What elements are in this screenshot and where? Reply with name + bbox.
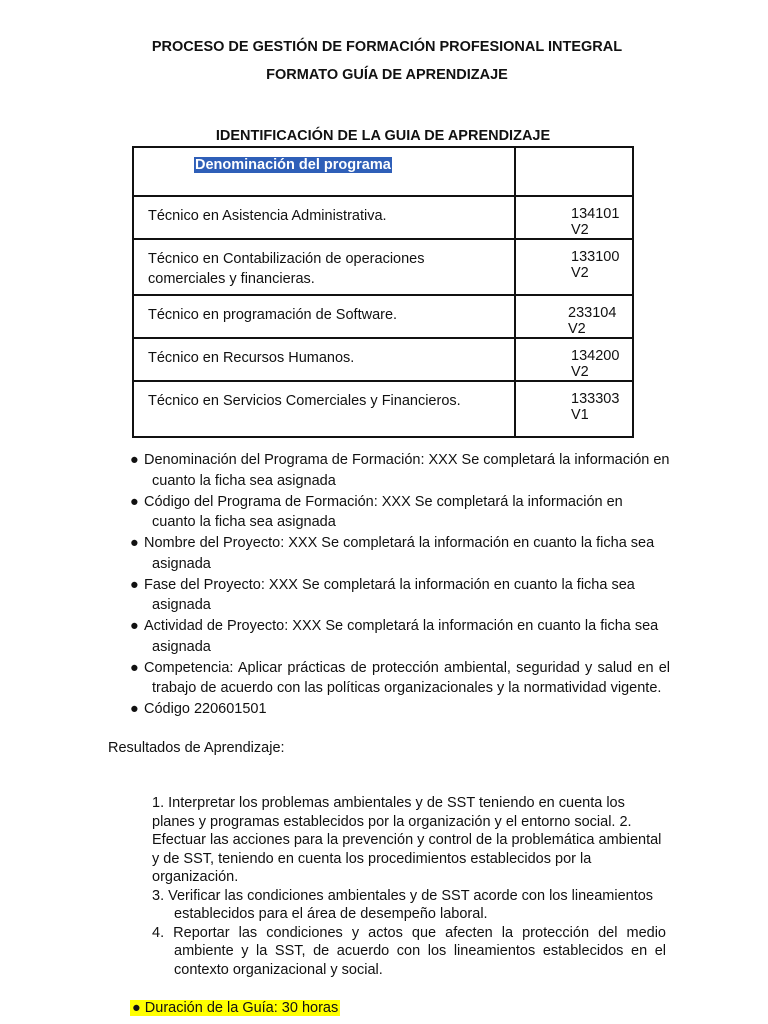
bullet-icon: ●: [130, 493, 139, 510]
program-name: Técnico en Servicios Comerciales y Financieros.: [133, 381, 515, 437]
learning-results: [152, 794, 666, 979]
program-name: Técnico en Recursos Humanos.: [133, 338, 515, 381]
item-project-name: Nombre del Proyecto: XXX Se completará la información en cuanto la ficha sea asignada: [144, 535, 655, 572]
bullet-icon: ●: [130, 618, 139, 634]
table-row: [133, 381, 633, 437]
section-title: IDENTIFICACIÓN DE LA GUIA DE APRENDIZAJE: [215, 128, 551, 144]
guide-duration: ● Duración de la Guía: 30 horas: [132, 1000, 339, 1016]
bullet-icon: ●: [130, 576, 139, 593]
result-4: 4. Reportar las condiciones y actos que afecten la protección del medio ambiente y la SST, de acuerdo con los lineamientos establecidos en el contexto organizacional y social.: [152, 924, 666, 978]
list-item: [130, 699, 670, 720]
item-project-activity: Actividad de Proyecto: XXX Se completará la información en cuanto la ficha sea asignada: [144, 618, 659, 655]
programs-table: [132, 146, 634, 438]
list-item: [130, 492, 670, 533]
document-title: PROCESO DE GESTIÓN DE FORMACIÓN PROFESIONAL INTEGRAL: [151, 39, 623, 55]
info-list: [130, 450, 670, 720]
bullet-icon: ●: [130, 452, 139, 468]
bullet-icon: ●: [130, 659, 139, 676]
list-item: [130, 575, 670, 616]
item-project-phase: Fase del Proyecto: XXX Se completará la información en cuanto la ficha sea asignada: [144, 576, 635, 613]
item-code: Código 220601501: [144, 701, 267, 717]
program-code: 134200 V2: [515, 338, 633, 381]
program-code: 133303 V1: [515, 381, 633, 437]
item-program-name: Denominación del Programa de Formación: XXX Se completará la información en cuanto la ficha sea asignada: [144, 452, 670, 489]
program-name: Técnico en Asistencia Administrativa.: [133, 196, 515, 239]
document-subtitle: FORMATO GUÍA DE APRENDIZAJE: [266, 67, 508, 83]
results-label: Resultados de Aprendizaje:: [108, 740, 285, 756]
list-item: [130, 616, 670, 657]
program-code: 233104 V2: [515, 295, 633, 338]
list-item: [130, 450, 670, 491]
program-header-label[interactable]: Denominación del programa: [195, 157, 391, 173]
program-name: Técnico en programación de Software.: [133, 295, 515, 338]
list-item: [130, 533, 670, 574]
program-name: Técnico en Contabilización de operaciones comerciales y financieras.: [133, 239, 515, 295]
list-item: [130, 658, 670, 699]
item-program-code: Código del Programa de Formación: XXX Se completará la información en cuanto la ficha sea asignada: [144, 493, 623, 530]
result-3: 3. Verificar las condiciones ambientales y de SST acorde con los lineamientos establecidos para el área de desempeño laboral.: [152, 887, 654, 922]
table-row: [133, 338, 633, 381]
table-header-cell: [133, 147, 515, 196]
item-competency: Competencia: Aplicar prácticas de protección ambiental, seguridad y salud en el trabajo de acuerdo con las políticas organizacionales y la normatividad vigente.: [144, 659, 670, 696]
program-code: 133100 V2: [515, 239, 633, 295]
program-code: 134101 V2: [515, 196, 633, 239]
bullet-icon: ●: [130, 535, 139, 551]
table-row: [133, 239, 633, 295]
table-header-row: [133, 147, 633, 196]
bullet-icon: ●: [130, 701, 139, 717]
table-row: [133, 196, 633, 239]
table-header-code-cell: [515, 147, 633, 196]
result-1-2: 1. Interpretar los problemas ambientales y de SST teniendo en cuenta los planes y programas establecidos por la organización y el entorno social. 2. Efectuar las acciones para la prevención y control de la problemática ambiental y de SST, teniendo en cuenta los procedimientos establecidos por la organización.: [152, 795, 662, 885]
table-row: [133, 295, 633, 338]
